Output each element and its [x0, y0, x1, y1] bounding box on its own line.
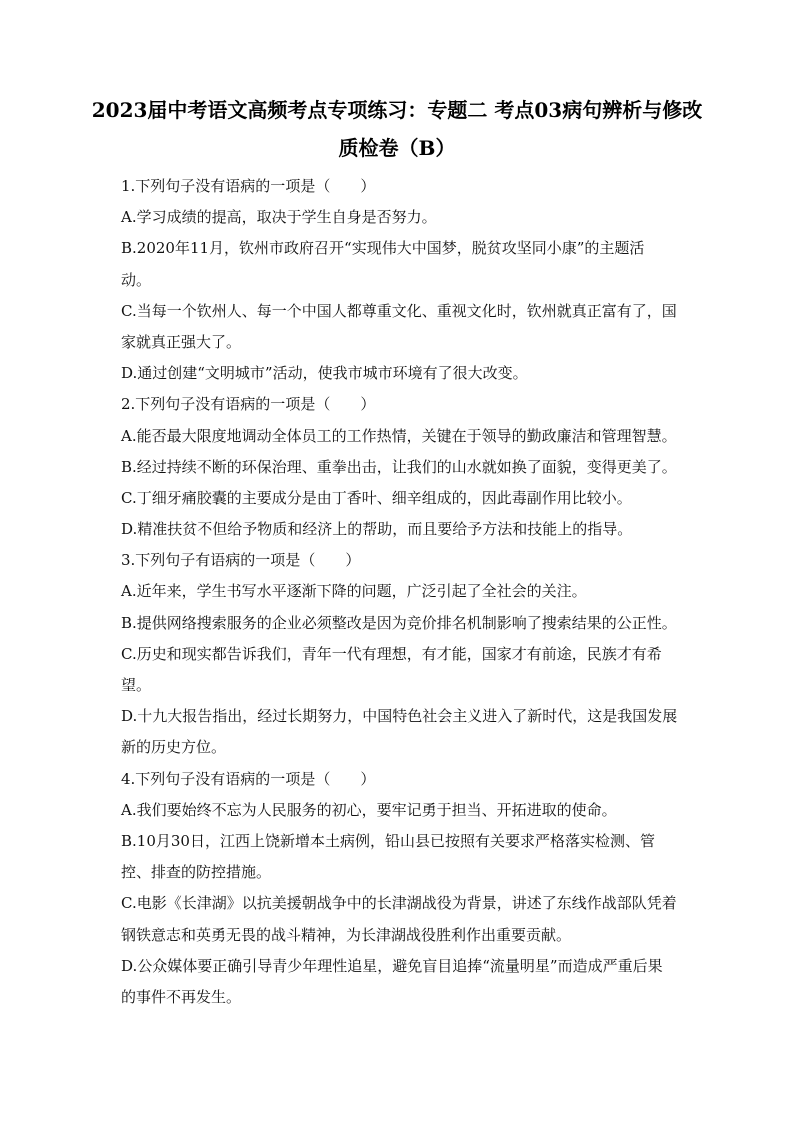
q2-option-c: C.丁细牙痛胶囊的主要成分是由丁香叶、细辛组成的，因此毒副作用比较小。: [121, 488, 632, 507]
q3-option-d: D.十九大报告指出，经过长期努力，中国特色社会主义进入了新时代，这是我国发展: [121, 707, 678, 726]
document-title-line-2: 质检卷（B）: [338, 136, 456, 160]
q4-option-d: D.公众媒体要正确引导青少年理性追星，避免盲目追捧“流量明星”而造成严重后果: [121, 956, 663, 975]
q3-option-c-cont: 望。: [121, 676, 152, 694]
q4-option-d-cont: 的事件不再发生。: [121, 987, 242, 1006]
q1-option-b-cont: 动。: [121, 270, 152, 289]
q4-option-c-cont: 钢铁意志和英勇无畏的战斗精神，为长津湖战役胜利作出重要贡献。: [121, 925, 572, 944]
q4-option-a: A.我们要始终不忘为人民服务的初心，要牢记勇于担当、开拓进取的使命。: [121, 800, 617, 819]
q1-option-b: B.2020年11月，钦州市政府召开“实现伟大中国梦，脱贫攻坚同小康”的主题活: [121, 239, 645, 258]
q1-option-c-cont: 家就真正强大了。: [121, 332, 242, 351]
q4-stem: 4.下列句子没有语病的一项是（ ）: [121, 769, 376, 788]
q3-stem: 3.下列句子有语病的一项是（ ）: [121, 551, 361, 570]
document-title-line-1: 2023届中考语文高频考点专项练习：专题二 考点03病句辨析与修改: [91, 98, 703, 122]
q1-stem: 1.下列句子没有语病的一项是（ ）: [121, 177, 376, 195]
q3-option-d-cont: 新的历史方位。: [121, 738, 227, 757]
q2-option-d: D.精准扶贫不但给予物质和经济上的帮助，而且要给予方法和技能上的指导。: [121, 520, 633, 539]
q4-option-b: B.10月30日，江西上饶新增本土病例，铅山县已按照有关要求严格落实检测、管: [121, 831, 655, 850]
q3-option-a: A.近年来，学生书写水平逐渐下降的问题，广泛引起了全社会的关注。: [121, 582, 587, 601]
q3-option-b: B.提供网络搜索服务的企业必须整改是因为竞价排名机制影响了搜索结果的公正性。: [121, 613, 677, 632]
q4-option-c: C.电影《长津湖》以抗美援朝战争中的长津湖战役为背景，讲述了东线作战部队凭着: [121, 894, 677, 913]
q4-option-b-cont: 控、排查的防控措施。: [121, 863, 272, 882]
q2-option-a: A.能否最大限度地调动全体员工的工作热情，关键在于领导的勤政廉洁和管理智慧。: [121, 426, 677, 445]
q1-option-c: C.当每一个钦州人、每一个中国人都尊重文化、重视文化时，钦州就真正富有了，国: [121, 301, 677, 320]
q1-option-d: D.通过创建“文明城市”活动，使我市城市环境有了很大改变。: [121, 364, 528, 383]
q2-stem: 2.下列句子没有语病的一项是（ ）: [121, 395, 376, 414]
q2-option-b: B.经过持续不断的环保治理、重拳出击，让我们的山水就如换了面貌，变得更美了。: [121, 457, 677, 476]
q1-option-a: A.学习成绩的提高，取决于学生自身是否努力。: [121, 208, 437, 227]
question-content: [121, 171, 691, 1013]
q3-option-c: C.历史和现实都告诉我们，青年一代有理想，有才能，国家才有前途，民族才有希: [121, 644, 662, 663]
